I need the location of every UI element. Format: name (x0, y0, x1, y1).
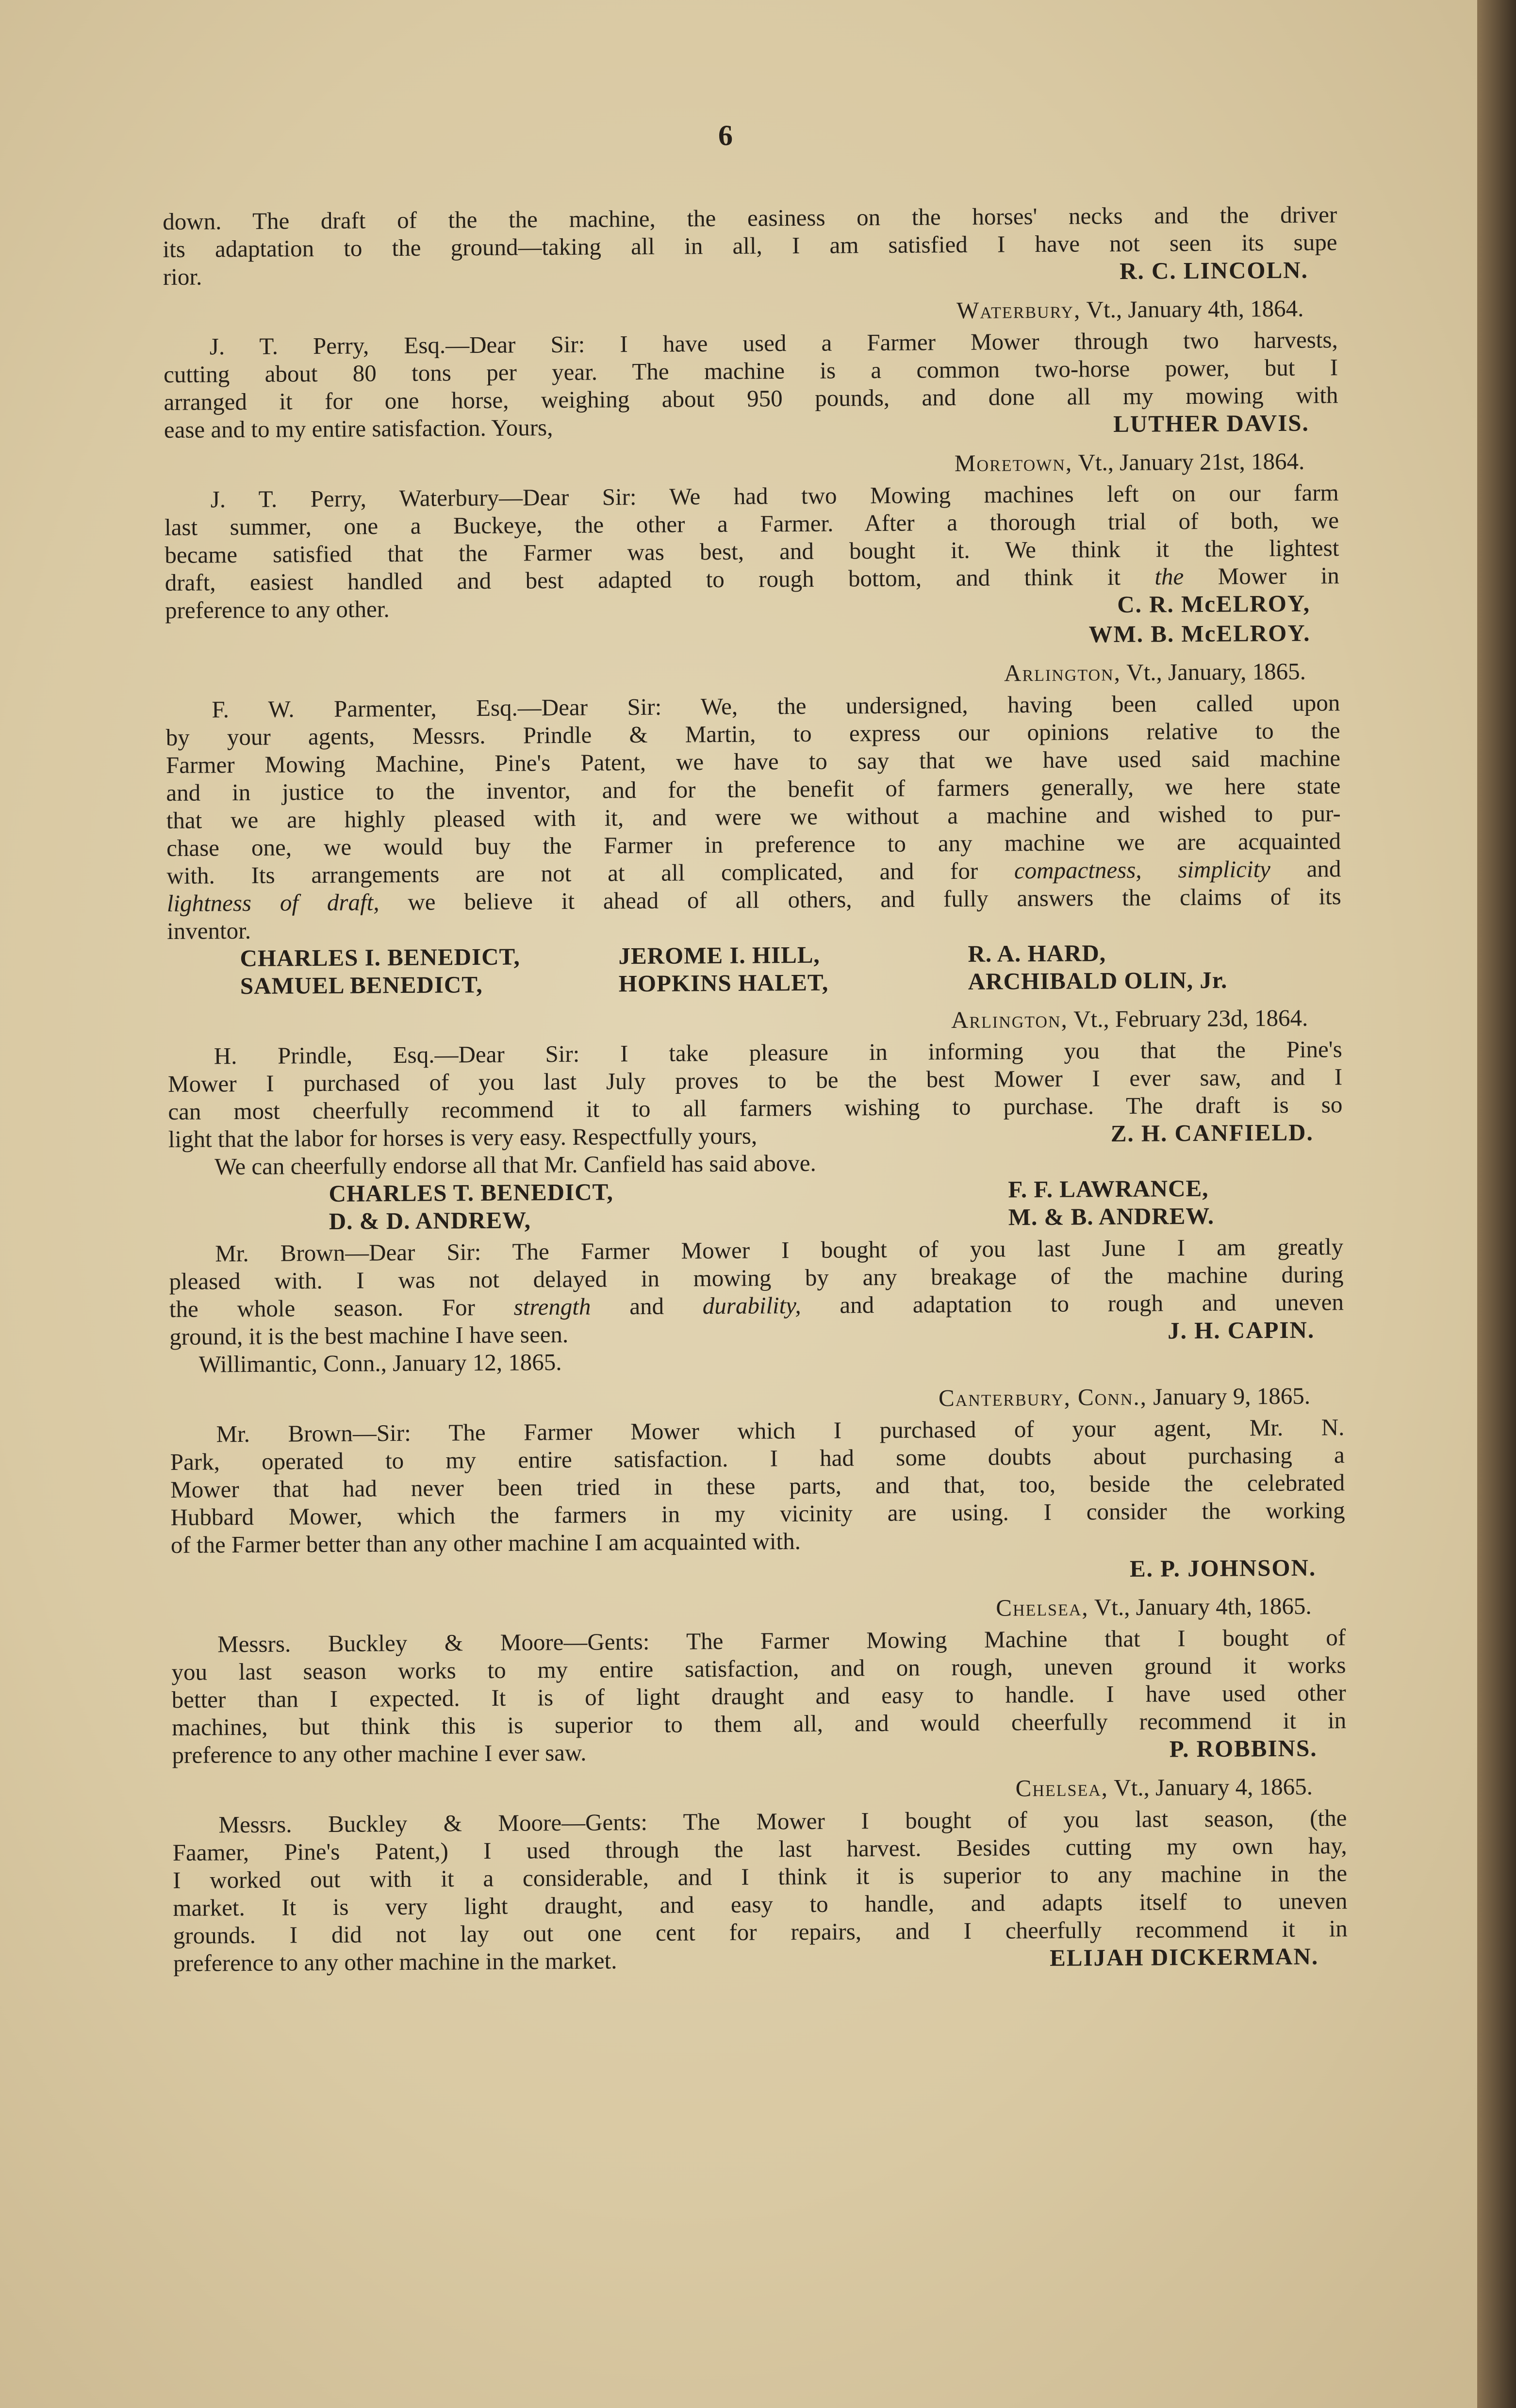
dateline (172, 1772, 1347, 1807)
text-line: grounds. I did not lay out one cent for repairs, and I cheerfully recommend it in (173, 1915, 1348, 1949)
line-text: preference to any other machine I ever saw. (172, 1739, 587, 1768)
signature: P. ROBBINS. (1169, 1734, 1318, 1763)
text-line: Mr. Brown—Sir: The Farmer Mower which I purchased of your agent, Mr. N. (216, 1414, 1345, 1448)
signature: E. P. JOHNSON. (1129, 1554, 1317, 1582)
dateline-date: Vt., January 21st, 1864. (1078, 447, 1305, 476)
letter-paragraph (163, 200, 1337, 291)
letter-paragraph (164, 326, 1338, 444)
dateline-city: Chelsea, (1015, 1774, 1109, 1802)
italic-text: lightness of draft, (166, 889, 379, 917)
signature: Z. H. CANFIELD. (1110, 1119, 1314, 1147)
letter-paragraph (165, 689, 1341, 945)
text-line: machines, but think this is superior to them all, and would cheerfully recommend it in (172, 1707, 1347, 1741)
letter-paragraph (170, 1413, 1345, 1559)
text-segment: draft, easiest handled and best adapted to rough bottom, and think it (165, 563, 1155, 596)
text-line: H. Prindle, Esq.—Dear Sir: I take pleasure in informing you that the Pine's (214, 1036, 1342, 1070)
dateline-date: Vt., February 23d, 1864. (1073, 1004, 1308, 1033)
dateline-city: Canterbury, Conn., (938, 1383, 1148, 1412)
text-line: down. The draft of the the machine, the easiness on the horses' necks and the driver (163, 201, 1337, 235)
text-line: and in justice to the inventor, and for the benefit of farmers generally, we here state (166, 772, 1341, 806)
text-line: Messrs. Buckley & Moore—Gents: The Farmer Mowing Machine that I bought of (217, 1624, 1346, 1658)
text-line: cutting about 80 tons per year. The machine is a common two-horse power, but I (163, 354, 1338, 388)
signer-name: D. & D. ANDREW, (329, 1206, 531, 1235)
text-line: Park, operated to my entire satisfaction. I had some doubts about purchasing a (170, 1441, 1345, 1475)
dateline (163, 294, 1337, 329)
text-segment: and (1270, 855, 1341, 883)
line-text: rior. (163, 263, 202, 290)
letter-paragraph (165, 478, 1340, 624)
text-line: became satisfied that the Farmer was best, and bought it. We think it the lightest (165, 534, 1339, 568)
text-line: inventor. (166, 917, 251, 944)
signer-name: HOPKINS HALET, (618, 969, 829, 997)
text-line: its adaptation to the ground—taking all in all, I am satisfied I have not seen its supe (163, 229, 1337, 263)
italic-text: compactness, simplicity (1014, 856, 1271, 884)
text-line: Mower I purchased of you last July proves to be the best Mower I ever saw, and I (167, 1063, 1343, 1097)
text-line: of the Farmer better than any other machine I am acquainted with. (170, 1528, 801, 1558)
signature: WM. B. McELROY. (1088, 619, 1311, 648)
dateline (167, 1004, 1342, 1039)
signature: J. H. CAPIN. (1168, 1316, 1315, 1344)
signature: R. C. LINCOLN. (1119, 256, 1309, 284)
italic-text: strength (513, 1293, 591, 1320)
text-line: last summer, one a Buckeye, the other a Farmer. After a thorough trial of both, we (164, 507, 1339, 541)
signer-name: ARCHIBALD OLIN, Jr. (968, 966, 1228, 995)
text-line: that we are highly pleased with it, and were we without a machine and wished to pur- (166, 800, 1341, 834)
text-line: market. It is very light draught, and easy to handle, and adapts itself to uneven (173, 1887, 1348, 1921)
signature-row (165, 619, 1339, 654)
italic-text: the (1154, 563, 1184, 590)
signature: C. R. McELROY, (1117, 590, 1311, 618)
text-segment: Mower in (1184, 562, 1339, 590)
dateline (165, 657, 1340, 692)
signer-name: SAMUEL BENEDICT, (240, 971, 483, 1000)
text-segment: the whole season. For (169, 1293, 514, 1322)
signature: LUTHER DAVIS. (1113, 409, 1309, 438)
line-text: ease and to my entire satisfaction. Yours, (164, 414, 553, 443)
italic-text: durability, (702, 1292, 801, 1319)
signers-list (168, 1173, 1343, 1236)
signature: ELIJAH DICKERMAN. (1049, 1943, 1319, 1971)
line-text: ground, it is the best machine I have seen. (169, 1320, 569, 1350)
text-segment: and adaptation to rough and uneven (801, 1288, 1344, 1319)
letter-paragraph (171, 1623, 1347, 1769)
dateline-city: Arlington, (1004, 659, 1121, 687)
text-body (163, 197, 1348, 1977)
signer-name: R. A. HARD, (968, 940, 1106, 967)
dateline-date: January 9, 1865. (1153, 1382, 1311, 1410)
page-edge (1477, 0, 1516, 2408)
dateline-date: Vt., January 4, 1865. (1114, 1773, 1313, 1801)
text-line: Faamer, Pine's Patent,) I used through the last harvest. Besides cutting my own hay, (172, 1832, 1347, 1866)
signer-name: M. & B. ANDREW. (1008, 1202, 1215, 1231)
line-text: preference to any other. (165, 595, 390, 624)
dateline (171, 1592, 1346, 1627)
signers-list (167, 938, 1342, 1000)
line-text: light that the labor for horses is very easy. Respectfully yours, (168, 1122, 758, 1153)
text-line: We can cheerfully endorse all that Mr. Canfield has said above. (214, 1149, 816, 1180)
text-line: Mower that had never been tried in these parts, and that, too, beside the celebrated (170, 1469, 1345, 1503)
text-line: better than I expected. It is of light draught and easy to handle. I have used other (171, 1679, 1346, 1713)
signer-name: CHARLES T. BENEDICT, (329, 1178, 613, 1207)
dateline-city: Moretown, (954, 449, 1073, 477)
text-segment: with. Its arrangements are not at all complicated, and for (166, 857, 1015, 889)
dateline-city: Chelsea, (996, 1594, 1089, 1621)
text-line: Willimantic, Conn., January 12, 1865. (198, 1349, 562, 1378)
signer-name: JEROME I. HILL, (618, 941, 820, 970)
text-line: Messrs. Buckley & Moore—Gents: The Mower I bought of you last season, (the (218, 1804, 1347, 1838)
signer-name: F. F. LAWRANCE, (1008, 1174, 1209, 1203)
text-line: F. W. Parmenter, Esq.—Dear Sir: We, the undersigned, having been called upon (212, 689, 1340, 723)
text-segment: and (591, 1292, 703, 1320)
text-line: can most cheerfully recommend it to all farmers wishing to purchase. The draft is so (168, 1091, 1343, 1125)
text-segment: we believe it ahead of all others, and fully answers the claims of its (379, 883, 1341, 916)
letter-paragraph (172, 1804, 1348, 1977)
line-text: preference to any other machine in the market. (173, 1947, 617, 1977)
dateline-city: Arlington, (951, 1006, 1068, 1034)
text-line: arranged it for one horse, weighing about 950 pounds, and done all my mowing with (164, 381, 1338, 415)
text-line: pleased with. I was not delayed in mowing by any breakage of the machine during (169, 1261, 1344, 1295)
page-number: 6 (718, 119, 733, 151)
text-line: you last season works to my entire satisfaction, and on rough, uneven ground it works (171, 1651, 1346, 1685)
dateline-date: Vt., January, 1865. (1126, 658, 1306, 686)
dateline-city: Waterbury, (956, 296, 1081, 324)
letter-paragraph (168, 1035, 1343, 1153)
text-line: by your agents, Messrs. Prindle & Martin, to express our opinions relative to the (165, 717, 1340, 751)
text-line: Mr. Brown—Dear Sir: The Farmer Mower I bought of you last June I am greatly (215, 1233, 1344, 1267)
text-line: Farmer Mowing Machine, Pine's Patent, we have to say that we have used said machine (165, 744, 1341, 778)
signature-row (171, 1553, 1345, 1588)
dateline (164, 447, 1338, 482)
dateline (170, 1382, 1344, 1417)
letter-paragraph (169, 1233, 1344, 1351)
text-line: chase one, we would buy the Farmer in preference to any machine we are acquainted (166, 827, 1341, 861)
dateline-date: Vt., January 4th, 1865. (1094, 1592, 1312, 1621)
signer-name: CHARLES I. BENEDICT, (240, 943, 520, 972)
text-line: I worked out with it a considerable, and I think it is superior to any machine in the (172, 1860, 1348, 1894)
text-line: J. T. Perry, Waterbury—Dear Sir: We had two Mowing machines left on our farm (210, 479, 1339, 513)
text-line: Hubbard Mower, which the farmers in my vicinity are using. I consider the working (170, 1497, 1345, 1531)
text-line: J. T. Perry, Esq.—Dear Sir: I have used a Farmer Mower through two harvests, (209, 326, 1338, 360)
dateline-date: Vt., January 4th, 1864. (1086, 295, 1304, 323)
